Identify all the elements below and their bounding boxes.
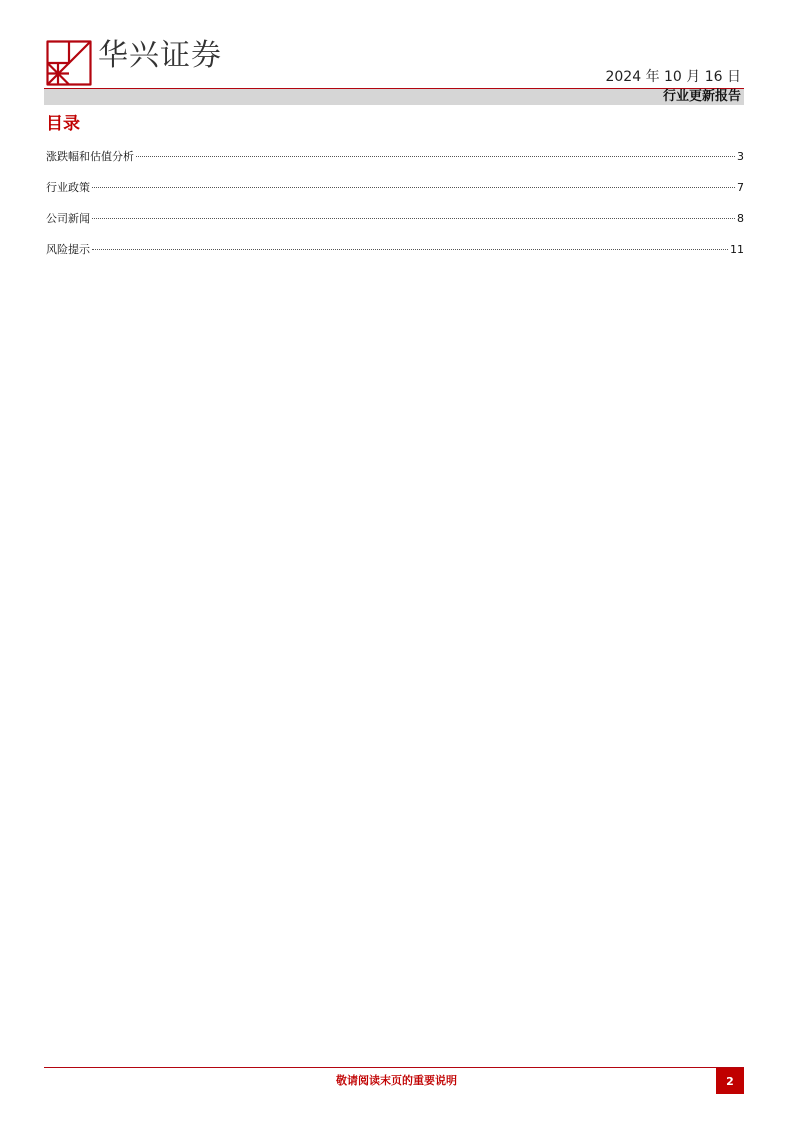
toc-entry-page: 7 <box>737 181 744 194</box>
toc-entry-label: 涨跌幅和估值分析 <box>46 150 134 163</box>
toc-entry[interactable] <box>46 209 744 240</box>
toc-entry[interactable] <box>46 240 744 271</box>
toc-entry-label: 行业政策 <box>46 181 90 194</box>
toc-entry-page: 11 <box>730 243 744 256</box>
huaxing-cube-logo-icon <box>46 40 92 86</box>
footer-divider <box>44 1067 744 1068</box>
footer-disclaimer-note: 敬请阅读末页的重要说明 <box>336 1074 457 1087</box>
toc-dot-leader <box>92 249 728 250</box>
toc-entry[interactable] <box>46 178 744 209</box>
toc-dot-leader <box>136 156 735 157</box>
toc-dot-leader <box>92 218 735 219</box>
toc-entry-label: 公司新闻 <box>46 212 90 225</box>
toc-entry[interactable] <box>46 147 744 178</box>
toc-list <box>46 147 744 271</box>
report-type-label: 行业更新报告 <box>662 89 741 104</box>
toc-entry-label: 风险提示 <box>46 243 90 256</box>
report-date: 2024 年 10 月 16 日 <box>605 69 741 85</box>
toc-title: 目录 <box>46 114 80 134</box>
page-number-badge: 2 <box>716 1068 744 1094</box>
toc-entry-page: 3 <box>737 150 744 163</box>
header-band <box>44 89 744 105</box>
brand-name: 华兴证券 <box>98 38 222 73</box>
toc-dot-leader <box>92 187 735 188</box>
toc-entry-page: 8 <box>737 212 744 225</box>
